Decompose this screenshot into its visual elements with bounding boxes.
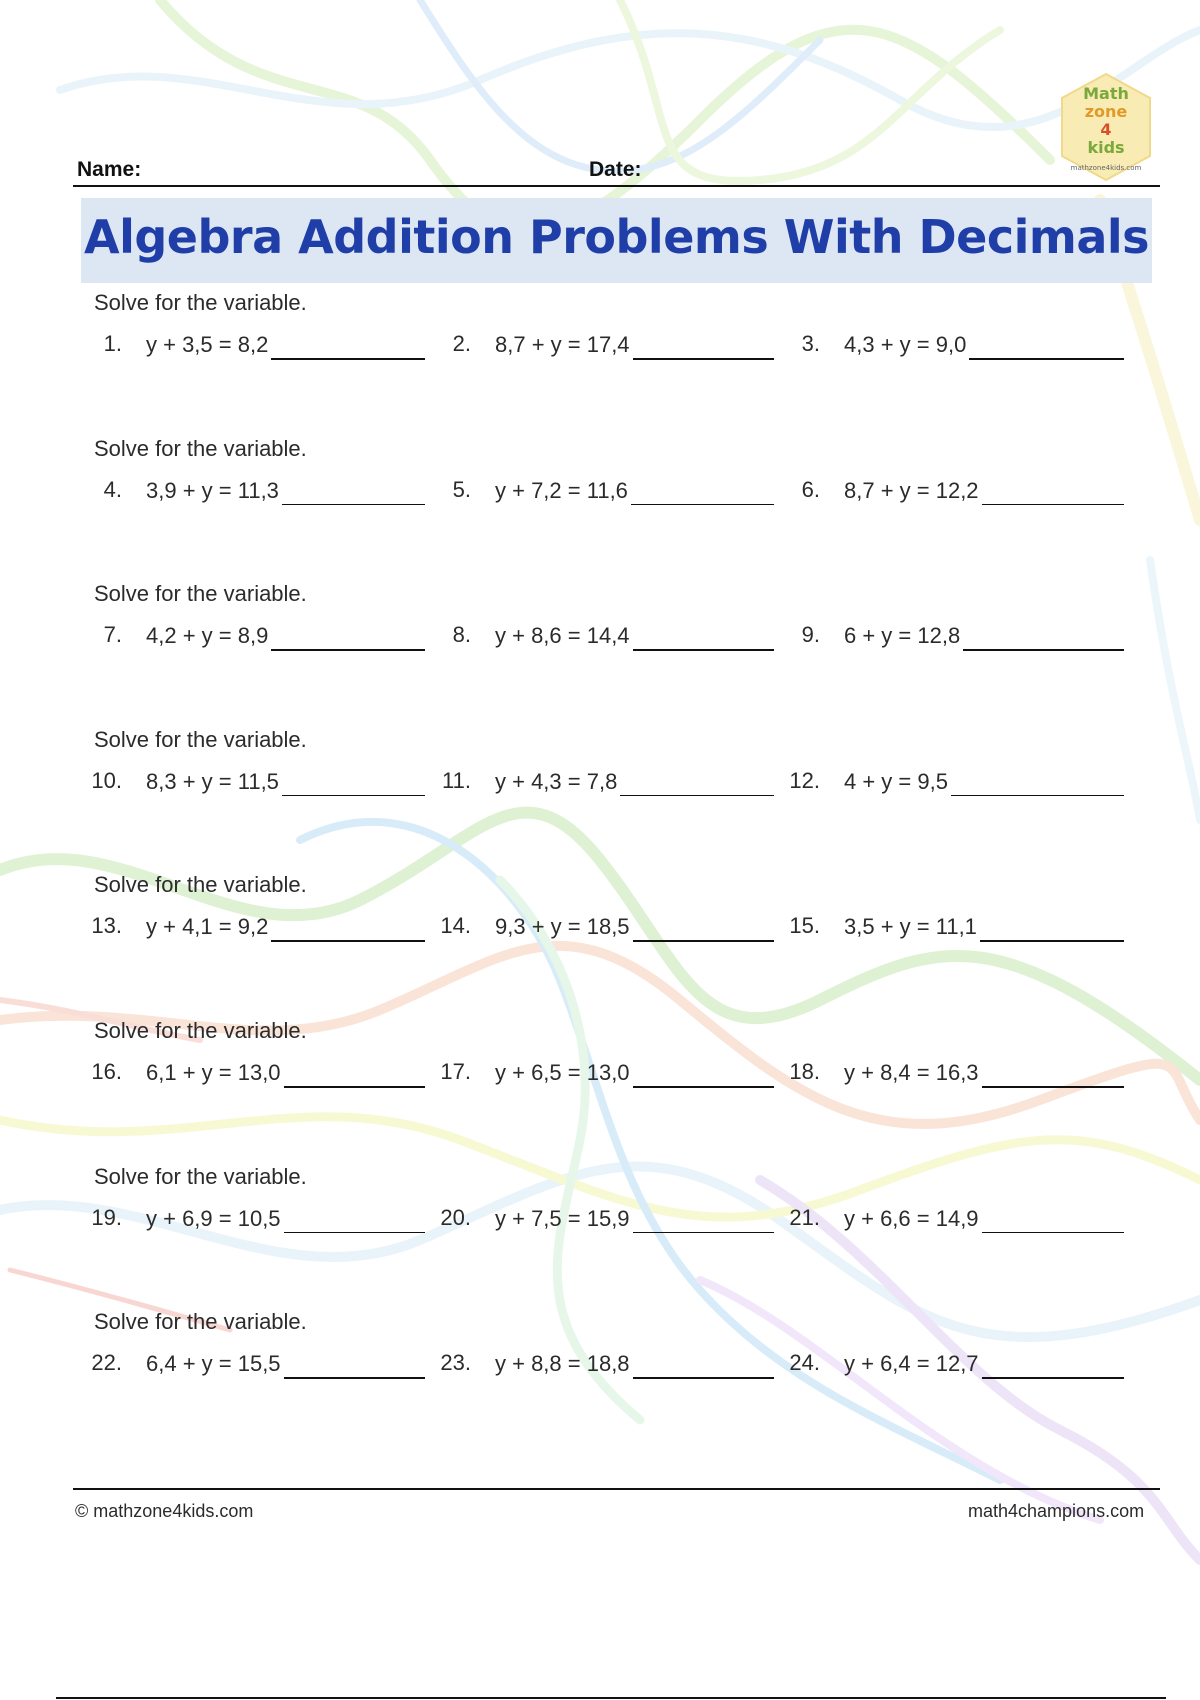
problem-equation: y + 8,4 = 16,3 [844,1060,979,1085]
problem-equation: y + 3,5 = 8,2 [146,332,269,357]
problem-number: 11. [442,767,471,793]
answer-blank[interactable] [633,1086,774,1088]
problem-number: 21. [789,1204,820,1230]
problem-number: 9. [801,622,820,648]
problem-equation: 3,5 + y = 11,1 [844,914,977,940]
answer-blank[interactable] [980,940,1124,942]
problem-number: 17. [440,1059,471,1084]
problem-equation: y + 6,9 = 10,5 [146,1205,281,1231]
logo-word-4: 4 [1100,120,1112,139]
answer-blank[interactable] [282,504,425,506]
section-instruction: Solve for the variable. [94,581,307,607]
problem-number: 15. [789,913,820,939]
problem-equation: 4,2 + y = 8,9 [146,623,269,649]
problem-number: 7. [103,622,122,648]
problem-number: 20. [440,1204,471,1230]
answer-blank[interactable] [633,940,774,942]
problem-equation: 6 + y = 12,8 [844,623,961,649]
problem-number: 12. [789,767,820,793]
section-instruction: Solve for the variable. [94,290,307,315]
answer-blank[interactable] [633,358,774,360]
problem-equation: y + 6,5 = 13,0 [495,1060,630,1085]
section-instruction: Solve for the variable. [94,872,307,898]
date-label: Date: [589,158,642,181]
problem-equation: y + 8,6 = 14,4 [495,623,630,649]
problem-equation: y + 6,4 = 12,7 [844,1351,979,1377]
footer-rule [73,1488,1160,1490]
problem-number: 10. [91,767,122,793]
problem-number: 22. [91,1350,122,1376]
name-label: Name: [77,158,142,181]
problem-number: 18. [789,1059,820,1084]
problem-number: 4. [103,476,122,502]
answer-blank[interactable] [633,1232,774,1234]
answer-blank[interactable] [284,1232,425,1234]
answer-blank[interactable] [982,1232,1124,1234]
answer-blank[interactable] [633,1377,774,1379]
answer-blank[interactable] [982,504,1124,506]
problem-equation: 8,7 + y = 17,4 [495,332,630,357]
problem-equation: y + 6,6 = 14,9 [844,1205,979,1231]
answer-blank[interactable] [271,940,425,942]
answer-blank[interactable] [951,795,1124,797]
problem-number: 3. [801,331,820,356]
logo-word-zone: zone [1084,102,1128,121]
answer-blank[interactable] [969,358,1124,360]
answer-blank[interactable] [271,358,425,360]
problem-equation: 9,3 + y = 18,5 [495,914,630,940]
problem-equation: 8,3 + y = 11,5 [146,768,279,794]
problem-equation: 3,9 + y = 11,3 [146,477,279,503]
answer-blank[interactable] [633,649,774,651]
answer-blank[interactable] [284,1377,425,1379]
footer-website: math4champions.com [968,1501,1145,1521]
problem-equation: 6,1 + y = 13,0 [146,1060,281,1085]
problem-equation: y + 7,2 = 11,6 [495,477,628,503]
problem-number: 19. [91,1204,122,1230]
problem-number: 16. [91,1059,122,1084]
problem-number: 6. [801,476,820,502]
bottom-rule [56,1697,1166,1699]
answer-blank[interactable] [284,1086,425,1088]
answer-blank[interactable] [982,1377,1124,1379]
problem-number: 23. [440,1350,471,1376]
answer-blank[interactable] [620,795,774,797]
section-instruction: Solve for the variable. [94,1018,307,1043]
problem-equation: 6,4 + y = 15,5 [146,1351,281,1377]
problem-number: 24. [789,1350,820,1376]
answer-blank[interactable] [982,1086,1124,1088]
answer-blank[interactable] [631,504,774,506]
problem-number: 5. [452,476,471,502]
logo-word-kids: kids [1087,138,1125,157]
logo-word-math: Math [1083,84,1129,103]
problem-equation: y + 8,8 = 18,8 [495,1351,630,1377]
problem-number: 14. [440,913,471,939]
section-instruction: Solve for the variable. [94,726,307,752]
problem-number: 13. [91,913,122,939]
problem-equation: y + 4,1 = 9,2 [146,914,269,940]
problem-number: 1. [103,331,122,356]
problem-equation: 4,3 + y = 9,0 [844,332,967,357]
problem-equation: 4 + y = 9,5 [844,768,948,794]
page-title: Algebra Addition Problems With Decimals [83,210,1150,264]
problem-equation: y + 4,3 = 7,8 [495,768,618,794]
problem-number: 8. [452,622,471,648]
problem-equation: 8,7 + y = 12,2 [844,477,979,503]
logo-url: mathzone4kids.com [1070,164,1142,172]
answer-blank[interactable] [963,649,1124,651]
section-instruction: Solve for the variable. [94,1309,307,1335]
answer-blank[interactable] [271,649,425,651]
footer-copyright: © mathzone4kids.com [75,1501,254,1521]
problem-number: 2. [452,331,471,356]
problem-equation: y + 7,5 = 15,9 [495,1205,630,1231]
section-instruction: Solve for the variable. [94,435,307,461]
answer-blank[interactable] [282,795,425,797]
section-instruction: Solve for the variable. [94,1163,307,1189]
